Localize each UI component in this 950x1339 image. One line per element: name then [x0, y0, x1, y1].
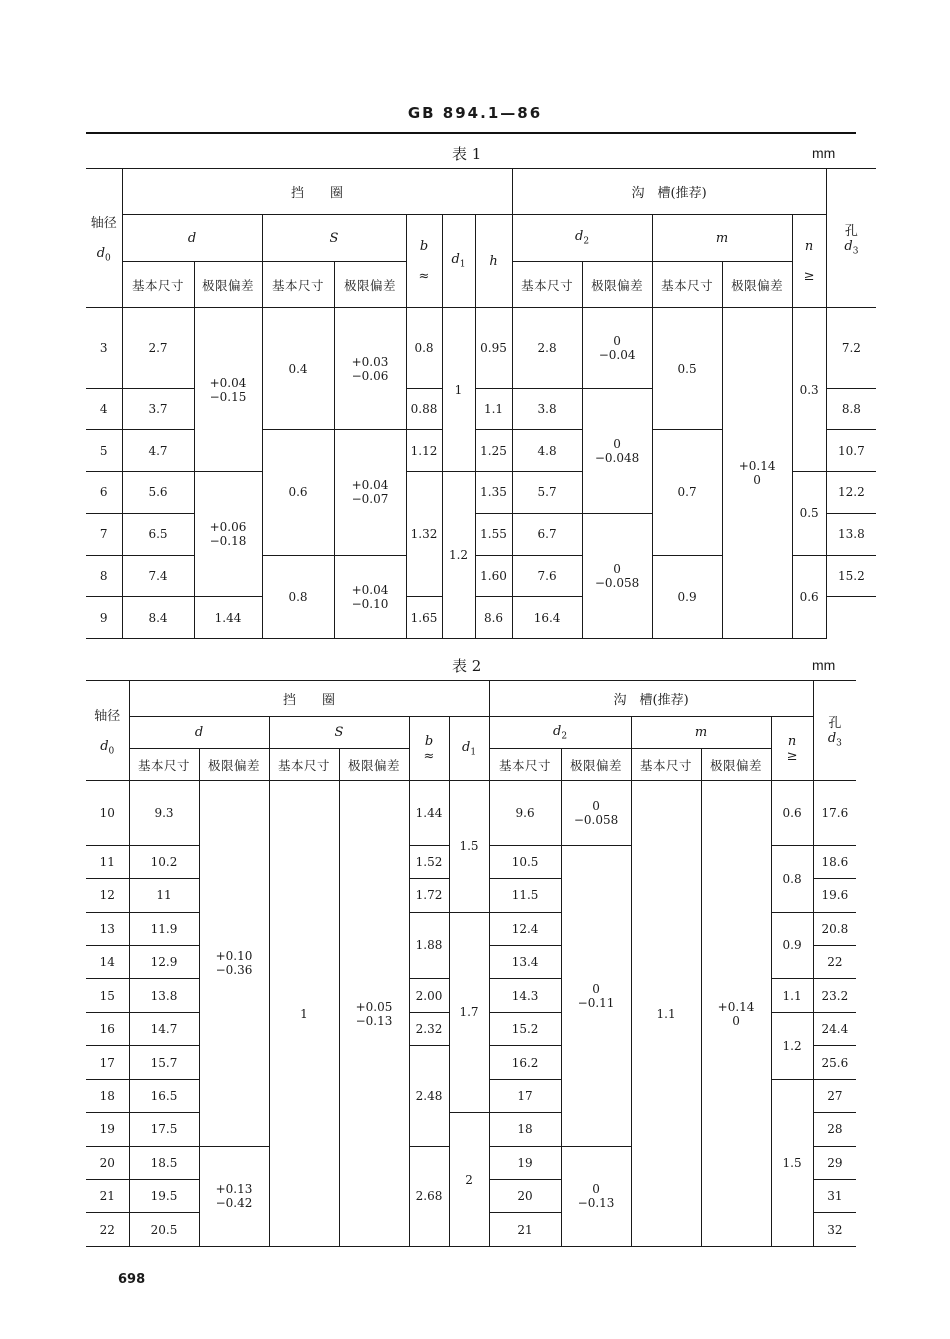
retaining-ring-header: 挡 圈: [122, 169, 512, 215]
d2-cell: 20: [489, 1180, 561, 1213]
shaft-dia-cell: 20: [86, 1146, 129, 1179]
d2-cell: 16.2: [489, 1046, 561, 1079]
hole-d3-cell: 23.2: [813, 979, 856, 1012]
n-cell: 1.2: [771, 1012, 813, 1079]
b-cell: 1.72: [409, 879, 449, 912]
b-cell: 2.48: [409, 1046, 449, 1146]
d2-cell: 5.7: [512, 472, 582, 514]
s-cell: 1: [269, 781, 339, 1247]
d2-limit-deviation-header: 极限偏差: [561, 749, 631, 781]
s-tolerance-cell: +0.05 −0.13: [339, 781, 409, 1247]
d-cell: 16.5: [129, 1079, 199, 1112]
n-header: n ≥: [771, 717, 813, 781]
hole-d3-cell: 28: [813, 1113, 856, 1146]
b-cell: 0.8: [406, 308, 442, 389]
m-tolerance-cell: +0.14 0: [701, 781, 771, 1247]
b-cell: 1.88: [409, 912, 449, 979]
hole-d3-cell: 19.6: [813, 879, 856, 912]
m-basic-size-header: 基本尺寸: [631, 749, 701, 781]
table2: [86, 680, 856, 1247]
d-cell: 19.5: [129, 1180, 199, 1213]
d2-cell: 11.5: [489, 879, 561, 912]
m-cell: 0.5: [652, 308, 722, 430]
n-header: n ≥: [792, 215, 826, 308]
d-tolerance-cell: +0.04 −0.15: [194, 308, 262, 472]
shaft-dia-cell: 7: [86, 513, 122, 555]
b-cell: 2.32: [409, 1012, 449, 1045]
d2-cell: 15.2: [489, 1012, 561, 1045]
d2-tolerance-cell: 0 −0.058: [582, 513, 652, 638]
hole-d3-cell: 22: [813, 945, 856, 978]
d2-cell: 19: [489, 1146, 561, 1179]
top-rule: [86, 132, 856, 134]
d2-cell: 8.6: [475, 597, 512, 639]
d-cell: 10.2: [129, 845, 199, 878]
s-cell: 0.8: [262, 555, 334, 638]
n-cell: 0.6: [771, 781, 813, 846]
shaft-dia-cell: 21: [86, 1180, 129, 1213]
b-cell: 2.68: [409, 1146, 449, 1246]
hole-d3-cell: 32: [813, 1213, 856, 1247]
d-cell: 2.7: [122, 308, 194, 389]
b-cell: 1.52: [409, 845, 449, 878]
d2-cell: 9.6: [489, 781, 561, 846]
d-tolerance-cell: +0.06 −0.18: [194, 472, 262, 597]
d2-tolerance-cell: 0 −0.11: [561, 845, 631, 1146]
shaft-dia-cell: 19: [86, 1113, 129, 1146]
d2-tolerance-cell: 0 −0.058: [561, 781, 631, 846]
d-cell: 6.5: [122, 513, 194, 555]
b-cell: 1.12: [406, 430, 442, 472]
d-header: d: [122, 215, 262, 262]
d2-cell: 14.3: [489, 979, 561, 1012]
h-cell: 1.55: [475, 513, 512, 555]
hole-d3-cell: 15.2: [826, 555, 876, 597]
d2-cell: 7.6: [512, 555, 582, 597]
d2-tolerance-cell: 0 −0.04: [582, 308, 652, 389]
m-cell: 0.9: [652, 555, 722, 638]
n-cell: 1.5: [771, 1079, 813, 1246]
h-cell: 1.25: [475, 430, 512, 472]
s-tolerance-cell: +0.04 −0.10: [334, 555, 406, 638]
h-cell: 1.35: [475, 472, 512, 514]
hole-d3-cell: 25.6: [813, 1046, 856, 1079]
s-tolerance-cell: +0.03 −0.06: [334, 308, 406, 430]
n-cell: 0.3: [792, 308, 826, 472]
d-tolerance-cell: +0.10 −0.36: [199, 781, 269, 1147]
shaft-dia-cell: 5: [86, 430, 122, 472]
hole-d3-cell: 20.8: [813, 912, 856, 945]
d-cell: 8.4: [122, 597, 194, 639]
d2-cell: 17: [489, 1079, 561, 1112]
d1-cell: 1.7: [449, 912, 489, 1113]
d2-cell: 4.8: [512, 430, 582, 472]
table1-unit: mm: [812, 145, 836, 161]
table1-caption: 表 1: [452, 145, 482, 163]
m-limit-deviation-header: 极限偏差: [701, 749, 771, 781]
d1-header: $d_1$: [449, 717, 489, 781]
d-cell: 11.9: [129, 912, 199, 945]
d2-cell: 18: [489, 1113, 561, 1146]
shaft-dia-cell: 10: [86, 781, 129, 846]
d-limit-deviation-header: 极限偏差: [199, 749, 269, 781]
shaft-dia-cell: 17: [86, 1046, 129, 1079]
d-limit-deviation-header: 极限偏差: [194, 262, 262, 308]
h-cell: 1.1: [475, 388, 512, 430]
d-cell: 12.9: [129, 945, 199, 978]
d2-cell: 2.8: [512, 308, 582, 389]
hole-header: 孔 $d_3$: [813, 681, 856, 781]
s-limit-deviation-header: 极限偏差: [334, 262, 406, 308]
d-cell: 18.5: [129, 1146, 199, 1179]
d2-header: $d_2$: [512, 215, 652, 262]
m-cell: 1.1: [631, 781, 701, 1247]
d-cell: 15.7: [129, 1046, 199, 1079]
d2-basic-size-header: 基本尺寸: [512, 262, 582, 308]
d1-cell: 1.5: [449, 781, 489, 913]
shaft-dia-cell: 18: [86, 1079, 129, 1112]
shaft-dia-cell: 13: [86, 912, 129, 945]
hole-d3-cell: 31: [813, 1180, 856, 1213]
s-header: S: [269, 717, 409, 749]
retaining-ring-header: 挡 圈: [129, 681, 489, 717]
b-cell: 1.44: [409, 781, 449, 846]
m-tolerance-cell: +0.14 0: [722, 308, 792, 639]
hole-d3-cell: 12.2: [826, 472, 876, 514]
s-basic-size-header: 基本尺寸: [269, 749, 339, 781]
h-cell: 1.60: [475, 555, 512, 597]
shaft-dia-cell: 11: [86, 845, 129, 878]
m-header: m: [631, 717, 771, 749]
hole-d3-cell: 13.8: [826, 513, 876, 555]
d1-cell: 2: [449, 1113, 489, 1247]
shaft-dia-cell: 22: [86, 1213, 129, 1247]
d-basic-size-header: 基本尺寸: [122, 262, 194, 308]
b-cell: 1.32: [406, 472, 442, 597]
d-cell: 5.6: [122, 472, 194, 514]
d2-tolerance-cell: 0 −0.048: [582, 388, 652, 513]
table2-caption: 表 2: [452, 657, 482, 675]
standard-title: GB 894.1—86: [407, 104, 543, 122]
shaft-dia-cell: 14: [86, 945, 129, 978]
d2-header: $d_2$: [489, 717, 631, 749]
table-row: [86, 308, 876, 389]
shaft-diameter-header: 轴径 $d_0$: [86, 681, 129, 781]
hole-d3-cell: 8.8: [826, 388, 876, 430]
shaft-diameter-header: 轴径 $d_0$: [86, 169, 122, 308]
d2-cell: 10.5: [489, 845, 561, 878]
m-limit-deviation-header: 极限偏差: [722, 262, 792, 308]
d2-cell: 3.8: [512, 388, 582, 430]
m-header: m: [652, 215, 792, 262]
table-row: [86, 781, 856, 846]
d2-tolerance-cell: 0 −0.13: [561, 1146, 631, 1246]
groove-header: 沟 槽(推荐): [489, 681, 813, 717]
s-tolerance-cell: +0.04 −0.07: [334, 430, 406, 555]
h-cell: 1.65: [406, 597, 442, 639]
d2-cell: 6.7: [512, 513, 582, 555]
shaft-dia-cell: 15: [86, 979, 129, 1012]
d-header: d: [129, 717, 269, 749]
d1-header: $d_1$: [442, 215, 475, 308]
b-header: b ≈: [409, 717, 449, 781]
b-header: b ≈: [406, 215, 442, 308]
hole-d3-cell: 29: [813, 1146, 856, 1179]
s-basic-size-header: 基本尺寸: [262, 262, 334, 308]
table1: [86, 168, 876, 639]
n-cell: 1.1: [771, 979, 813, 1012]
d-tolerance-cell: +0.13 −0.42: [199, 1146, 269, 1246]
h-header: h: [475, 215, 512, 308]
hole-d3-cell: 16.4: [512, 597, 582, 639]
d2-cell: 13.4: [489, 945, 561, 978]
n-cell: 0.8: [771, 845, 813, 912]
shaft-dia-cell: 8: [86, 555, 122, 597]
shaft-dia-cell: 16: [86, 1012, 129, 1045]
table2-unit: mm: [812, 657, 836, 673]
d-basic-size-header: 基本尺寸: [129, 749, 199, 781]
b-cell: 2.00: [409, 979, 449, 1012]
hole-d3-cell: 18.6: [813, 845, 856, 878]
hole-d3-cell: 17.6: [813, 781, 856, 846]
d2-cell: 21: [489, 1213, 561, 1247]
d-cell: 17.5: [129, 1113, 199, 1146]
d-cell: 3.7: [122, 388, 194, 430]
d-cell: 7.4: [122, 555, 194, 597]
d-cell: 13.8: [129, 979, 199, 1012]
hole-d3-cell: 27: [813, 1079, 856, 1112]
d-cell: 9.3: [129, 781, 199, 846]
d1-cell: 1.2: [442, 472, 475, 639]
s-limit-deviation-header: 极限偏差: [339, 749, 409, 781]
shaft-dia-cell: 3: [86, 308, 122, 389]
n-cell: 0.6: [792, 555, 826, 638]
s-cell: 0.4: [262, 308, 334, 430]
n-cell: 0.9: [771, 912, 813, 979]
d1-cell: 1: [442, 308, 475, 472]
shaft-dia-cell: 12: [86, 879, 129, 912]
s-cell: 0.6: [262, 430, 334, 555]
page-number: 698: [118, 1272, 146, 1287]
h-cell: 0.95: [475, 308, 512, 389]
m-cell: 0.7: [652, 430, 722, 555]
n-cell: 0.5: [792, 472, 826, 555]
d-cell: 14.7: [129, 1012, 199, 1045]
d2-cell: 12.4: [489, 912, 561, 945]
hole-d3-cell: 7.2: [826, 308, 876, 389]
d2-limit-deviation-header: 极限偏差: [582, 262, 652, 308]
shaft-dia-cell: 6: [86, 472, 122, 514]
m-basic-size-header: 基本尺寸: [652, 262, 722, 308]
d2-basic-size-header: 基本尺寸: [489, 749, 561, 781]
d-cell: 4.7: [122, 430, 194, 472]
hole-d3-cell: 24.4: [813, 1012, 856, 1045]
b-cell: 1.44: [194, 597, 262, 639]
hole-d3-cell: 10.7: [826, 430, 876, 472]
shaft-dia-cell: 4: [86, 388, 122, 430]
d-cell: 11: [129, 879, 199, 912]
s-header: S: [262, 215, 406, 262]
shaft-dia-cell: 9: [86, 597, 122, 639]
b-cell: 0.88: [406, 388, 442, 430]
hole-header: 孔 $d_3$: [826, 169, 876, 308]
groove-header: 沟 槽(推荐): [512, 169, 826, 215]
d-cell: 20.5: [129, 1213, 199, 1247]
